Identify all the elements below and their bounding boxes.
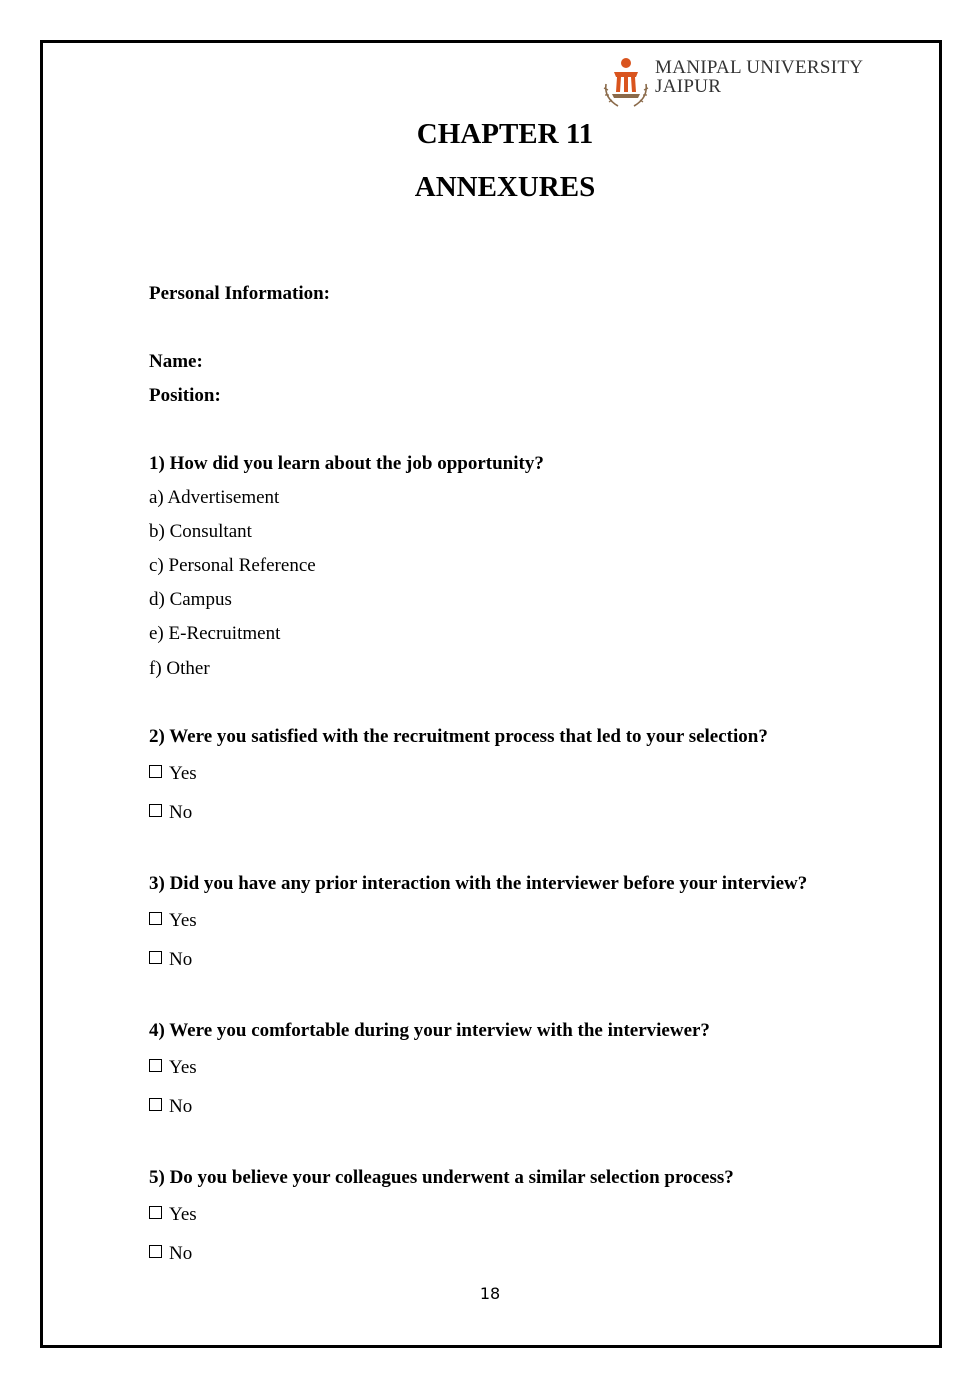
checkbox-icon[interactable]	[149, 912, 162, 925]
personal-info-heading: Personal Information:	[149, 283, 331, 304]
page-border	[40, 40, 942, 1348]
q2-option-no[interactable]	[149, 802, 192, 824]
q5-option-yes[interactable]	[149, 1204, 197, 1226]
question-4: 4) Were you comfortable during your interview with the interviewer?	[149, 1020, 710, 1041]
q1-option-c: c) Personal Reference	[149, 555, 316, 576]
logo-university-location: JAIPUR	[655, 76, 722, 97]
university-logo	[600, 54, 870, 110]
option-label: Yes	[169, 910, 197, 931]
question-1: 1) How did you learn about the job opportunity?	[149, 453, 544, 474]
question-5: 5) Do you believe your colleagues underwent a similar selection process?	[149, 1167, 734, 1188]
chapter-number: CHAPTER 11	[416, 118, 594, 150]
university-emblem-icon	[600, 54, 652, 110]
q1-option-d: d) Campus	[149, 589, 232, 610]
chapter-title: ANNEXURES	[414, 171, 596, 203]
page-number: 18	[479, 1284, 501, 1303]
q4-option-no[interactable]	[149, 1096, 192, 1118]
q1-option-e: e) E-Recruitment	[149, 623, 281, 644]
option-label: Yes	[169, 1204, 197, 1225]
q5-option-no[interactable]	[149, 1243, 192, 1265]
checkbox-icon[interactable]	[149, 1098, 162, 1111]
question-3: 3) Did you have any prior interaction with the interviewer before your interview?	[149, 873, 808, 894]
q4-option-yes[interactable]	[149, 1057, 197, 1079]
q3-option-no[interactable]	[149, 949, 192, 971]
option-label: Yes	[169, 1057, 197, 1078]
checkbox-icon[interactable]	[149, 951, 162, 964]
checkbox-icon[interactable]	[149, 1206, 162, 1219]
logo-university-name: MANIPAL UNIVERSITY	[655, 57, 864, 78]
checkbox-icon[interactable]	[149, 1245, 162, 1258]
checkbox-icon[interactable]	[149, 1059, 162, 1072]
question-2: 2) Were you satisfied with the recruitment process that led to your selection?	[149, 726, 768, 747]
option-label: No	[169, 1096, 193, 1117]
option-label: No	[169, 1243, 193, 1264]
checkbox-icon[interactable]	[149, 804, 162, 817]
checkbox-icon[interactable]	[149, 765, 162, 778]
position-label: Position:	[149, 385, 221, 406]
option-label: No	[169, 949, 193, 970]
q3-option-yes[interactable]	[149, 910, 197, 932]
name-label: Name:	[149, 351, 203, 372]
q1-option-f: f) Other	[149, 658, 210, 679]
option-label: No	[169, 802, 193, 823]
q2-option-yes[interactable]	[149, 763, 197, 785]
q1-option-a: a) Advertisement	[149, 487, 280, 508]
q1-option-b: b) Consultant	[149, 521, 252, 542]
option-label: Yes	[169, 763, 197, 784]
